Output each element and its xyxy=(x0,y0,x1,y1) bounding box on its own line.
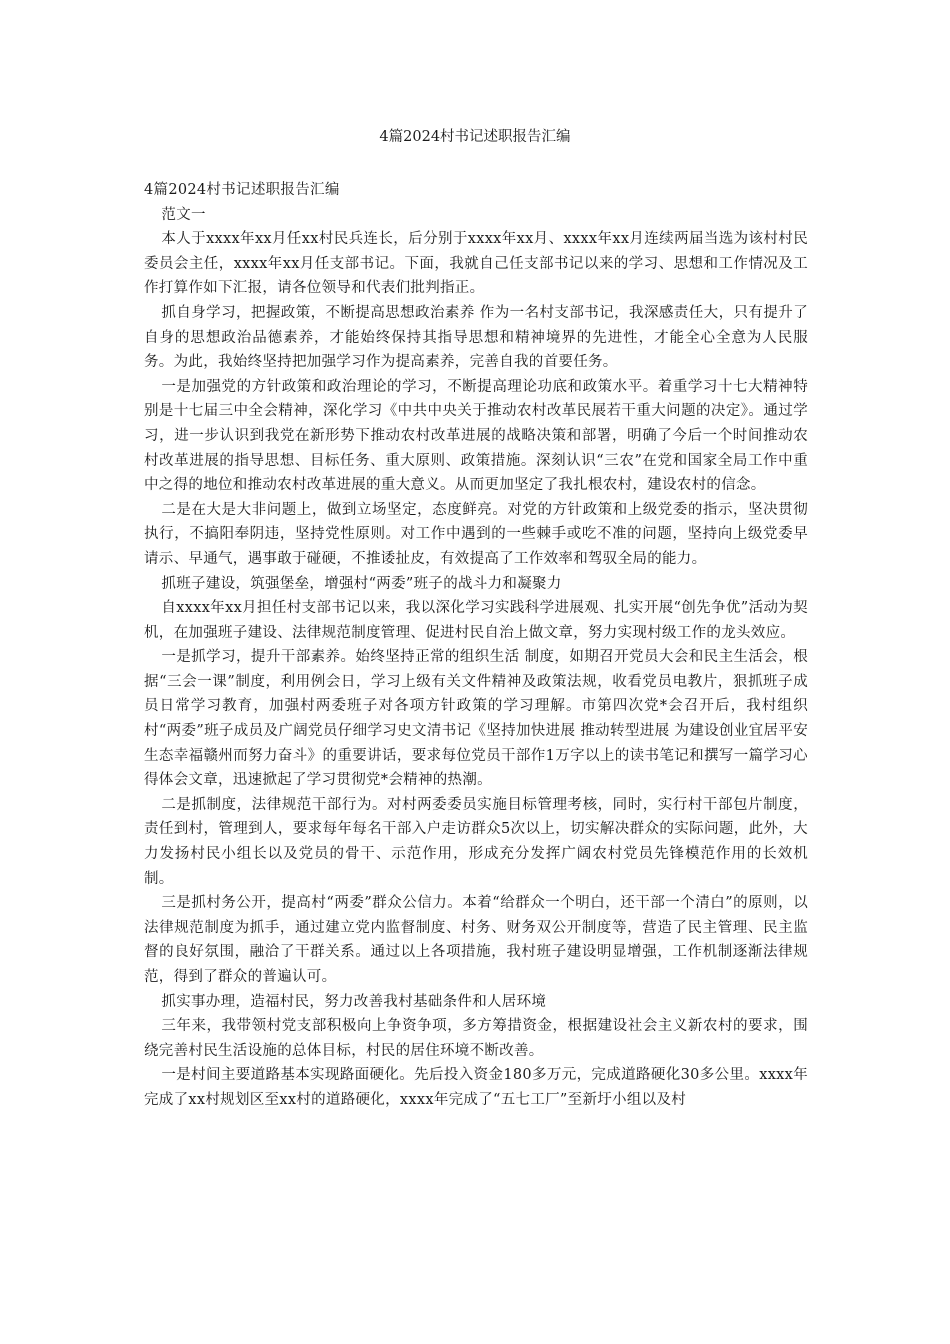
paragraph: 自xxxx年xx月担任村支部书记以来，我以深化学习实践科学进展观、扎实开展“创先争优”活动为契机，在加强班子建设、法律规范制度管理、促进村民自治上做文章，努力实现村级工作的龙头效应。 xyxy=(144,600,808,641)
paragraph-heading: 4篇2024村书记述职报告汇编 xyxy=(144,182,340,198)
paragraph: 抓自身学习，把握政策，不断提高思想政治素养 作为一名村支部书记，我深感责任大，只有提升了自身的思想政治品德素养，才能始终保持其指导思想和精神境界的先进性，才能全心全意为人民服务。为此，我始终坚持把加强学习作为提高素养，完善自我的首要任务。 xyxy=(144,304,808,371)
paragraph: 本人于xxxx年xx月任xx村民兵连长，后分别于xxxx年xx月、xxxx年xx月连续两届当选为该村村民委员会主任，xxxx年xx月任支部书记。下面，我就自己任支部书记以来的学习、思想和工作情况及工作打算作如下汇报，请各位领导和代表们批判指正。 xyxy=(144,231,808,297)
document-title: 4篇2024村书记述职报告汇编 xyxy=(379,129,571,145)
paragraph: 二是抓制度，法律规范干部行为。对村两委委员实施目标管理考核，同时，实行村干部包片制度，责任到村，管理到人，要求每年每名干部入户走访群众5次以上，切实解决群众的实际问题，此外，大力发扬村民小组长以及党员的骨干、示范作用，形成充分发挥广阔农村党员先锋模范作用的长效机制。 xyxy=(144,796,808,887)
paragraph-subheading: 抓实事办理，造福村民，努力改善我村基础条件和人居环境 xyxy=(161,993,547,1010)
document-body xyxy=(144,178,808,1113)
paragraph: 二是在大是大非问题上，做到立场坚定，态度鲜亮。对党的方针政策和上级党委的指示，坚决贯彻执行，不搞阳奉阴违，坚持党性原则。对工作中遇到的一些棘手或吃不准的问题，坚持向上级党委早请示、早通气，遇事敢于碰硬，不推诿扯皮，有效提高了工作效率和驾驭全局的能力。 xyxy=(144,501,808,567)
paragraph: 一是村间主要道路基本实现路面硬化。先后投入资金180多万元，完成道路硬化30多公里。xxxx年完成了xx村规划区至xx村的道路硬化，xxxx年完成了“五七工厂”至新圩小组以及村 xyxy=(144,1067,808,1108)
paragraph-section-label: 范文一 xyxy=(161,206,206,223)
paragraph: 三是抓村务公开，提高村“两委”群众公信力。本着“给群众一个明白，还干部一个清白”的原则，以法律规范制度为抓手，通过建立党内监督制度、村务、财务双公开制度等，营造了民主管理、民主监督的良好氛围，融洽了干群关系。通过以上各项措施，我村班子建设明显增强，工作机制逐渐法律规范，得到了群众的普遍认可。 xyxy=(144,895,808,985)
paragraph-subheading: 抓班子建设，筑强堡垒，增强村“两委”班子的战斗力和凝聚力 xyxy=(161,575,562,592)
paragraph: 三年来，我带领村党支部积极向上争资争项，多方筹措资金，根据建设社会主义新农村的要求，围绕完善村民生活设施的总体目标，村民的居住环境不断改善。 xyxy=(144,1018,808,1059)
paragraph: 一是加强党的方针政策和政治理论的学习，不断提高理论功底和政策水平。着重学习十七大精神特别是十七届三中全会精神，深化学习《中共中央关于推动农村改革民展若干重大问题的决定》。通过学习，进一步认识到我党在新形势下推动农村改革进展的战略决策和部署，明确了今后一个时间推动农村改革进展的指导思想、目标任务、重大原则、政策措施。深刻认识“三农”在党和国家全局工作中重中之得的地位和推动农村改革进展的重大意义。从而更加坚定了我扎根农村，建设农村的信念。 xyxy=(144,378,808,494)
paragraph: 一是抓学习，提升干部素养。始终坚持正常的组织生活 制度，如期召开党员大会和民主生活会，根据“三会一课”制度，利用例会日，学习上级有关文件精神及政策法规，收看党员电教片，狠抓班子成员日常学习教育，加强村两委班子对各项方针政策的学习理解。市第四次党*会召开后，我村组织村“两委”班子成员及广阔党员仔细学习史文清书记《坚持加快进展 推动转型进展 为建设创业宜居平安生态幸福赣州而努力奋斗》的重要讲话，要求每位党员干部作1万字以上的读书笔记和撰写一篇学习心得体会文章，迅速掀起了学习贯彻党*会精神的热潮。 xyxy=(144,649,808,789)
